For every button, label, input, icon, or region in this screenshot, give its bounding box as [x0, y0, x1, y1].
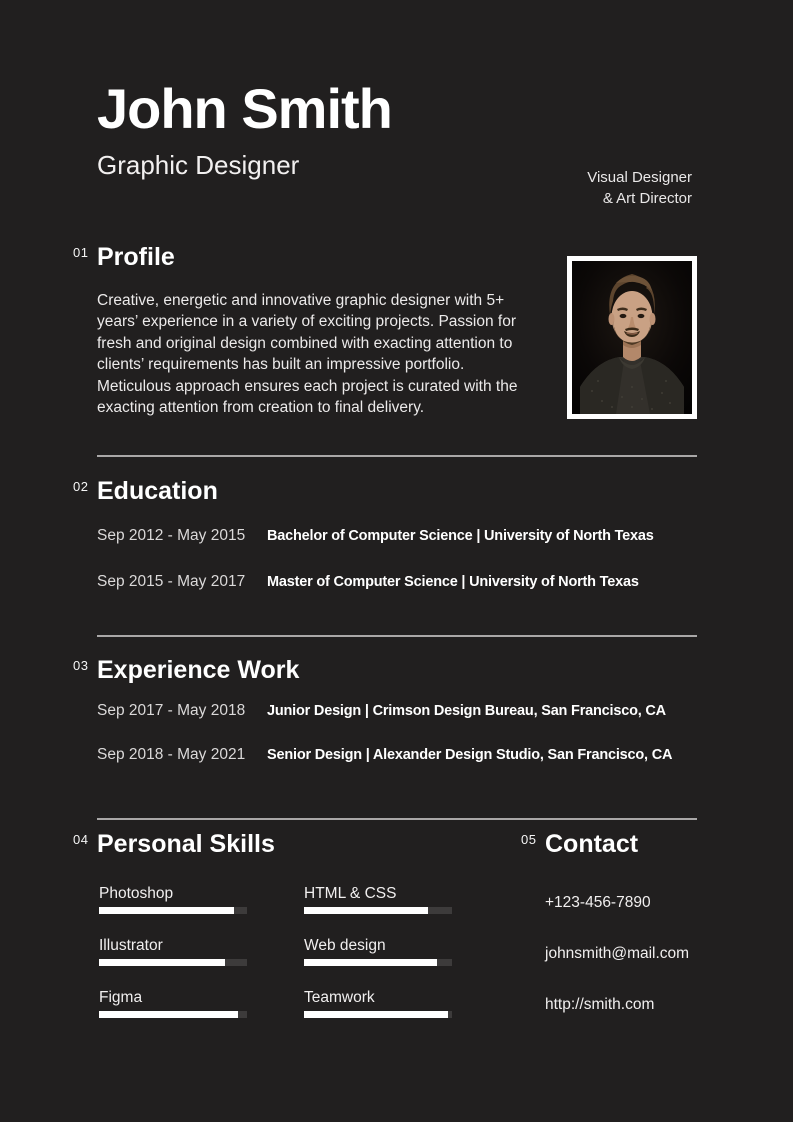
section-title: Personal Skills [97, 830, 275, 858]
entry-description: Bachelor of Computer Science | University of North Texas [267, 528, 654, 544]
section-number: 05 [521, 832, 537, 847]
section-title: Experience Work [97, 656, 300, 684]
portrait-image [572, 261, 692, 414]
skill-bar [99, 1011, 247, 1018]
person-role: Graphic Designer [97, 150, 300, 180]
contact-phone: +123-456-7890 [545, 894, 651, 911]
paragraph-line: exacting attention from creation to final delivery. [97, 399, 425, 417]
skill-item [304, 988, 452, 1018]
contact-email: johnsmith@mail.com [545, 945, 690, 962]
paragraph-line: Meticulous approach ensures each project is curated with the [97, 377, 518, 395]
section-header-profile [73, 243, 175, 272]
entry-period: Sep 2012 - May 2015 [97, 527, 246, 544]
skill-bar [99, 959, 247, 966]
tagline-line: & Art Director [602, 190, 692, 207]
contact-website: http://smith.com [545, 996, 655, 1013]
skill-bar [304, 959, 452, 966]
skill-bar-fill [304, 959, 437, 966]
skill-bar-fill [99, 1011, 238, 1018]
entry-period: Sep 2018 - May 2021 [97, 746, 246, 763]
paragraph-line: Creative, energetic and innovative graphic designer with 5+ [97, 292, 505, 309]
paragraph-line: fresh and original design combined with exacting attention to [97, 334, 513, 352]
skill-label: Web design [304, 937, 386, 954]
profile-paragraph [97, 290, 557, 418]
entry-period: Sep 2015 - May 2017 [97, 573, 246, 590]
section-header-experience [73, 656, 299, 685]
section-divider [97, 455, 697, 457]
section-number: 04 [73, 832, 89, 847]
section-header-skills [73, 830, 275, 859]
experience-entry [97, 702, 717, 720]
entry-description: Junior Design | Crimson Design Bureau, San Francisco, CA [267, 703, 666, 719]
tagline [587, 167, 692, 209]
section-title: Contact [545, 830, 639, 858]
skill-item [99, 884, 247, 914]
section-number: 02 [73, 479, 89, 494]
entry-description: Master of Computer Science | University of North Texas [267, 574, 639, 590]
skill-item [99, 988, 247, 1018]
skill-label: Figma [99, 989, 143, 1006]
section-divider [97, 635, 697, 637]
skill-label: HTML & CSS [304, 885, 397, 902]
skill-item [99, 936, 247, 966]
experience-entry [97, 746, 717, 764]
skill-label: Teamwork [304, 989, 375, 1006]
skill-bar-fill [99, 959, 225, 966]
skill-bar-fill [304, 1011, 448, 1018]
skill-item [304, 884, 452, 914]
education-entry [97, 573, 717, 591]
profile-photo [567, 256, 697, 419]
skill-label: Illustrator [99, 937, 163, 954]
skills-grid [99, 884, 452, 1040]
section-title: Profile [97, 243, 175, 271]
section-divider [97, 818, 697, 820]
skill-bar [304, 907, 452, 914]
person-name: John Smith [97, 77, 392, 140]
contact-items [545, 893, 689, 1046]
skill-label: Photoshop [99, 885, 174, 902]
skill-bar-fill [99, 907, 234, 914]
education-entries [97, 527, 717, 619]
section-title: Education [97, 477, 218, 505]
skill-bar [99, 907, 247, 914]
section-number: 01 [73, 245, 89, 260]
paragraph-line: years’ experience in a variety of exciting projects. Passion for [97, 313, 516, 331]
skill-bar [304, 1011, 452, 1018]
skill-item [304, 936, 452, 966]
section-header-education [73, 477, 218, 506]
section-number: 03 [73, 658, 89, 673]
section-header-contact [521, 830, 638, 859]
education-entry [97, 527, 717, 545]
tagline-line: Visual Designer [587, 169, 692, 186]
experience-entries [97, 702, 717, 790]
skill-bar-fill [304, 907, 428, 914]
entry-period: Sep 2017 - May 2018 [97, 702, 246, 719]
entry-description: Senior Design | Alexander Design Studio, San Francisco, CA [267, 747, 673, 763]
paragraph-line: clients’ requirements has built an impressive portfolio. [97, 356, 465, 374]
